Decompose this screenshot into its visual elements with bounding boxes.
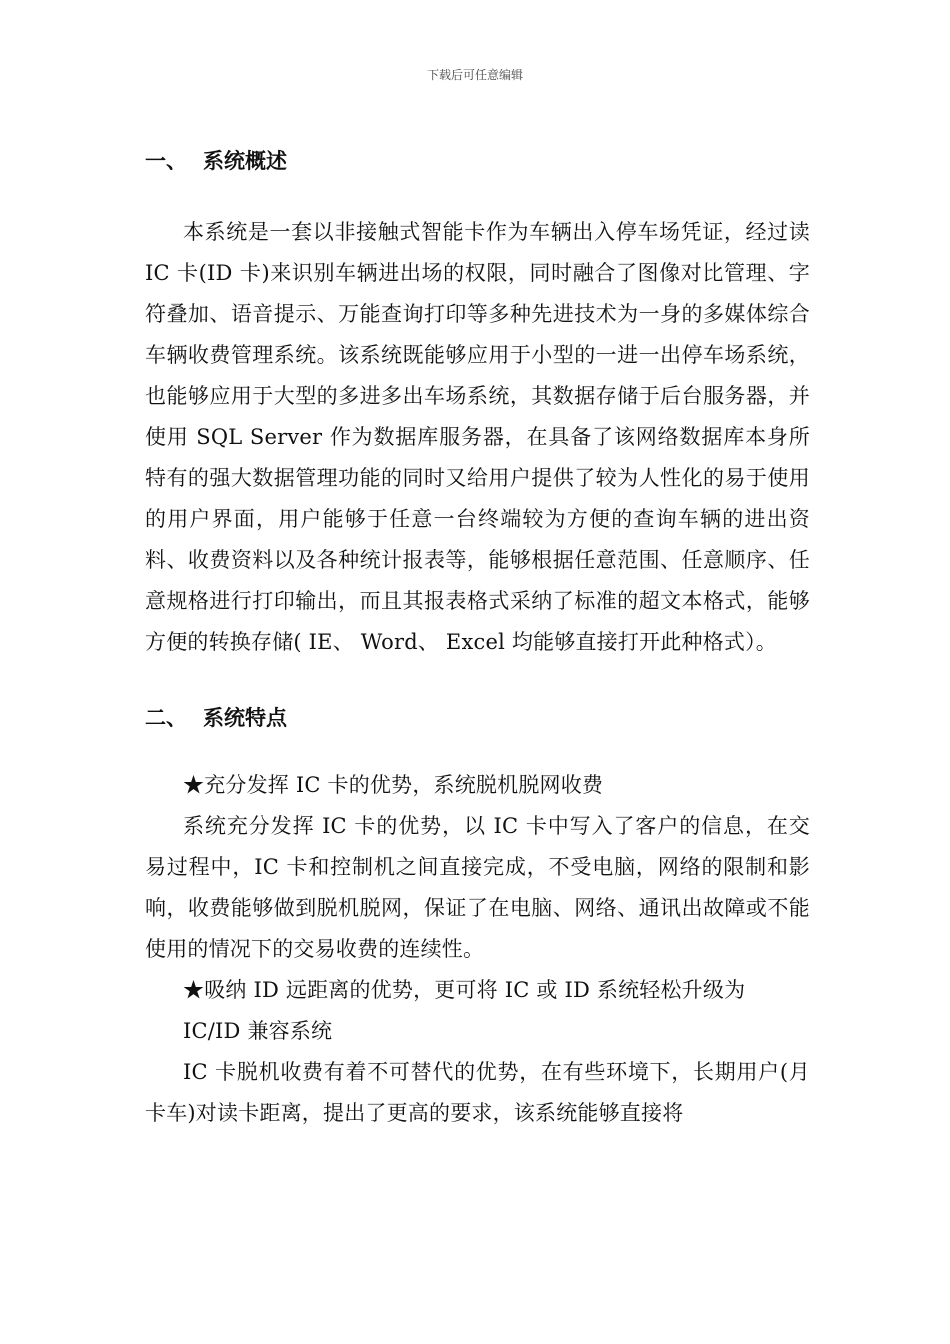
feature-title-line: ★吸纳 ID 远距离的优势，更可将 IC 或 ID 系统轻松升级为 <box>183 978 746 1002</box>
section-number: 二、 <box>145 706 187 730</box>
section-heading-overview <box>145 140 810 182</box>
overview-paragraph: 本系统是一套以非接触式智能卡作为车辆出入停车场凭证，经过读 IC 卡(ID 卡)来识别车辆进出场的权限，同时融合了图像对比管理、字符叠加、语音提示、万能查询打印等多种先进技术为一身的多媒体综合车辆收费管理系统。该系统既能够应用于小型的一进一出停车场系统，也能够应用于大型的多进多出车场系统，其数据存储于后台服务器，并使用 SQL Server 作为数据库服务器，在具备了该网络数据库本身所特有的强大数据管理功能的同时又给用户提供了较为人性化的易于使用的用户界面，用户能够于任意一台终端较为方便的查询车辆的进出资料、收费资料以及各种统计报表等，能够根据任意范围、任意顺序、任意规格进行打印输出，而且其报表格式采纳了标准的超文本格式，能够方便的转换存储( IE、 Word、 Excel 均能够直接打开此种格式）。 <box>145 220 810 654</box>
section-number: 一、 <box>145 149 187 173</box>
section-title: 系统特点 <box>203 706 287 730</box>
document-body <box>145 140 810 1134</box>
feature-title-line: IC/ID 兼容系统 <box>183 1019 333 1043</box>
feature-body-ic-offline: 系统充分发挥 IC 卡的优势，以 IC 卡中写入了客户的信息，在交易过程中，IC 卡和控制机之间直接完成，不受电脑，网络的限制和影响，收费能够做到脱机脱网，保证了在电脑、网络、通讯出故障或不能使用的情况下的交易收费的连续性。 <box>145 814 810 961</box>
feature-body-id-upgrade: IC 卡脱机收费有着不可替代的优势，在有些环境下，长期用户(月卡车)对读卡距离，提出了更高的要求，该系统能够直接将 <box>145 1060 810 1125</box>
page-header-note: 下载后可任意编辑 <box>426 68 523 82</box>
section-heading-features <box>145 697 810 739</box>
section-title: 系统概述 <box>203 149 287 173</box>
feature-title-ic-offline: ★充分发挥 IC 卡的优势，系统脱机脱网收费 <box>183 773 604 797</box>
feature-title-id-upgrade <box>145 970 810 1052</box>
